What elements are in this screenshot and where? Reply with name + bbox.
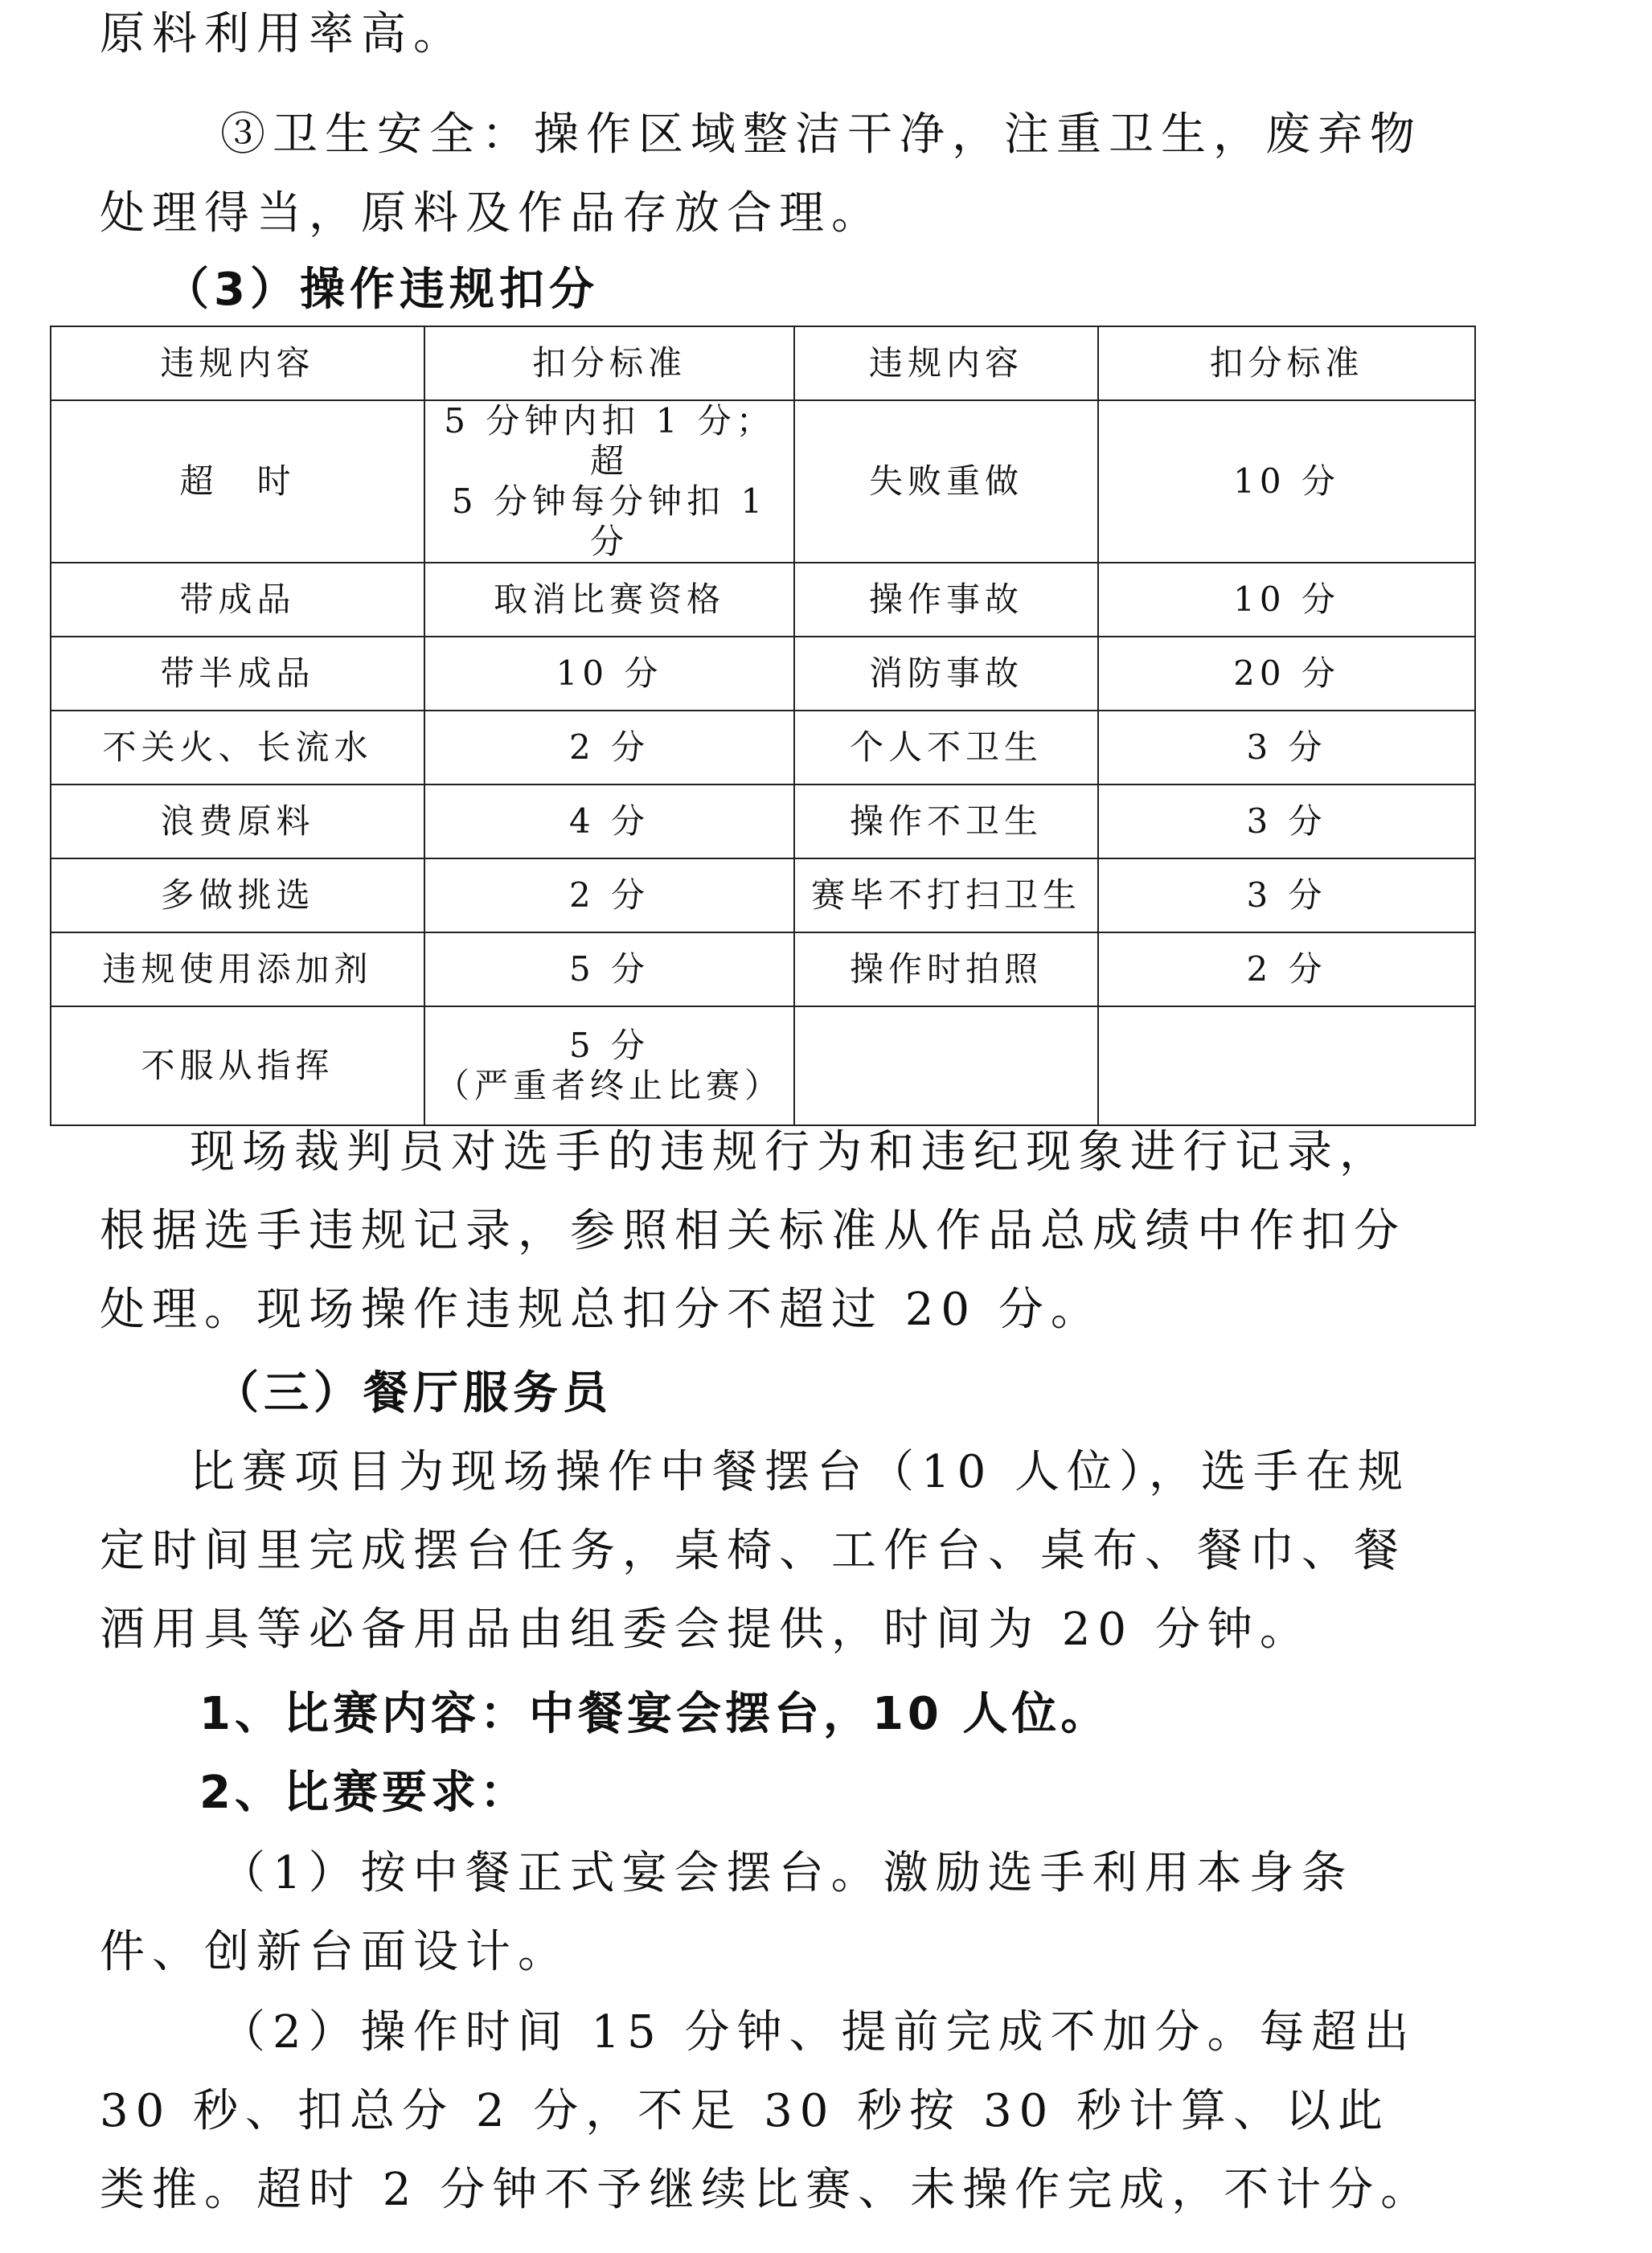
- table-header-cell: 扣分标准: [424, 326, 794, 400]
- table-cell: 5 分: [424, 932, 794, 1006]
- table-cell: 操作时拍照: [794, 932, 1098, 1006]
- table-row: [51, 563, 1475, 637]
- paragraph-material-usage: 原料利用率高。: [100, 8, 465, 60]
- table-cell: 操作不卫生: [794, 784, 1098, 858]
- paragraph-requirement-1: （1）按中餐正式宴会摆台。激励选手利用本身条件、创新台面设计。: [100, 1847, 1354, 1978]
- paragraph-hygiene-safety: ③卫生安全：操作区域整洁干净，注重卫生，废弃物处理得当，原料及作品存放合理。: [100, 109, 1422, 240]
- table-cell: 赛毕不打扫卫生: [794, 858, 1098, 932]
- table-header-cell: 扣分标准: [1098, 326, 1475, 400]
- table-cell: [1098, 1006, 1475, 1125]
- table-cell: 不服从指挥: [51, 1006, 424, 1125]
- table-cell: 操作事故: [794, 563, 1098, 637]
- table-row: [51, 637, 1475, 711]
- table-cell: 3 分: [1098, 858, 1475, 932]
- table-cell: 取消比赛资格: [424, 563, 794, 637]
- table-cell: 失败重做: [794, 400, 1098, 563]
- table-cell: [424, 400, 794, 563]
- section-heading-waiter: （三）餐厅服务员: [214, 1367, 613, 1419]
- heading-competition-requirements: 2、比赛要求：: [199, 1767, 529, 1819]
- table-row: [51, 858, 1475, 932]
- table-cell-line: 5 分钟内扣 1 分；超: [444, 401, 775, 481]
- table-cell: [424, 1006, 794, 1125]
- table-row: [51, 1006, 1475, 1125]
- table-row: [51, 932, 1475, 1006]
- table-cell: 超 时: [51, 400, 424, 563]
- table-cell-line: （严重者终止比赛）: [435, 1066, 783, 1105]
- table-cell: 10 分: [1098, 400, 1475, 563]
- paragraph-requirement-2: （2）操作时间 15 分钟、提前完成不加分。每超出 30 秒、扣总分 2 分，不足 30 秒按 30 秒计算、以此类推。超时 2 分钟不予继续比赛、未操作完成，不计分。: [100, 2006, 1433, 2216]
- table-cell-line: 5 分: [568, 1026, 650, 1065]
- table-row: [51, 784, 1475, 858]
- paragraph-referee-records: 现场裁判员对选手的违规行为和违纪现象进行记录，根据选手违规记录，参照相关标准从作品总成绩中作扣分处理。现场操作违规总扣分不超过 20 分。: [100, 1126, 1406, 1336]
- table-cell: 3 分: [1098, 711, 1475, 784]
- table-cell: 3 分: [1098, 784, 1475, 858]
- table-header-row: [51, 326, 1475, 400]
- table-cell: 10 分: [1098, 563, 1475, 637]
- table-cell: 20 分: [1098, 637, 1475, 711]
- table-cell: 消防事故: [794, 637, 1098, 711]
- table-cell: 2 分: [424, 858, 794, 932]
- heading-competition-content: 1、比赛内容：中餐宴会摆台，10 人位。: [199, 1688, 1110, 1740]
- table-cell: 浪费原料: [51, 784, 424, 858]
- table-row: [51, 711, 1475, 784]
- table-cell: [794, 1006, 1098, 1125]
- table-cell: 带成品: [51, 563, 424, 637]
- table-row: [51, 400, 1475, 563]
- table-cell: 个人不卫生: [794, 711, 1098, 784]
- table-header-cell: 违规内容: [51, 326, 424, 400]
- table-cell: 4 分: [424, 784, 794, 858]
- table-cell: 违规使用添加剂: [51, 932, 424, 1006]
- violation-deduction-table: [50, 326, 1476, 1126]
- table-cell-line: 5 分钟每分钟扣 1 分: [451, 481, 768, 561]
- table-cell: 10 分: [424, 637, 794, 711]
- table-cell: 多做挑选: [51, 858, 424, 932]
- paragraph-competition-item: 比赛项目为现场操作中餐摆台（10 人位），选手在规定时间里完成摆台任务，桌椅、工作台、桌布、餐巾、餐酒用具等必备用品由组委会提供，时间为 20 分钟。: [100, 1446, 1411, 1656]
- table-cell: 2 分: [1098, 932, 1475, 1006]
- table-cell: 带半成品: [51, 637, 424, 711]
- table-cell: 不关火、长流水: [51, 711, 424, 784]
- table-header-cell: 违规内容: [794, 326, 1098, 400]
- section-heading-violations: （3）操作违规扣分: [164, 264, 599, 316]
- table-cell: 2 分: [424, 711, 794, 784]
